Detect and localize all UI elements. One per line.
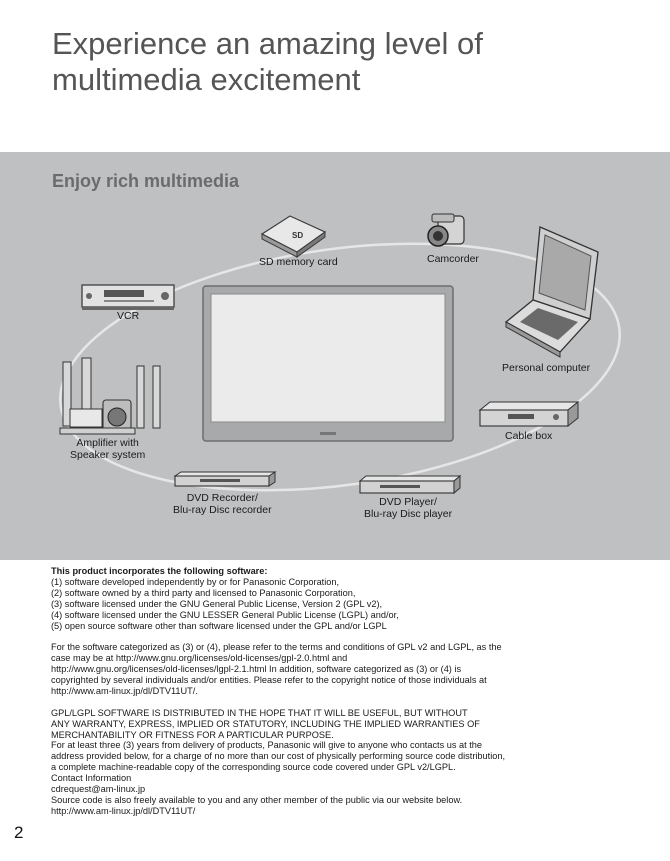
dvd-player-label-line-2: Blu-ray Disc player [364, 508, 453, 520]
dvd-player-label-line-1: DVD Player/ [379, 496, 437, 508]
dvd-player-icon [360, 476, 460, 493]
license-paragraph-line: address provided below, for a charge of no more than our cost of physically performing source code distribution, [51, 751, 506, 762]
page-number: 2 [14, 823, 24, 842]
laptop-icon [506, 227, 598, 357]
license-paragraph-line: case may be at http://www.gnu.org/licenses/old-licenses/gpl-2.0.html and [51, 653, 348, 664]
license-list-item: (2) software owned by a third party and licensed to Panasonic Corporation, [51, 587, 356, 598]
dvd-recorder-label [173, 492, 272, 516]
license-paragraph-line: MERCHANTABILITY OR FITNESS FOR A PARTICULAR PURPOSE. [51, 729, 334, 740]
license-list-item: (3) software licensed under the GNU General Public License, Version 2 (GPL v2), [51, 598, 383, 609]
page-title [52, 26, 483, 98]
license-paragraph-line: Contact Information [51, 773, 132, 784]
vcr-label: VCR [117, 310, 140, 322]
license-paragraph-line: a complete machine-readable copy of the corresponding source code covered under GPL v2/LGPL. [51, 762, 456, 773]
license-list-item: (5) open source software other than software licensed under the GPL and/or LGPL [51, 620, 387, 631]
speaker-system-icon [60, 358, 160, 434]
section-heading: Enjoy rich multimedia [52, 171, 240, 191]
license-paragraph-line: ANY WARRANTY, EXPRESS, IMPLIED OR STATUTORY, INCLUDING THE IMPLIED WARRANTIES OF [51, 718, 480, 729]
dvd-recorder-icon [175, 472, 275, 486]
amplifier-label-line-1: Amplifier with [76, 437, 139, 449]
dvd-recorder-label-line-1: DVD Recorder/ [186, 492, 258, 504]
dvd-recorder-label-line-2: Blu-ray Disc recorder [173, 504, 272, 516]
camcorder-icon [428, 214, 464, 246]
multimedia-diagram [0, 152, 670, 560]
vcr-icon [82, 285, 174, 310]
camcorder-label: Camcorder [427, 253, 479, 265]
source-code-url: http://www.am-linux.jp/dl/DTV11UT/ [51, 805, 196, 816]
license-paragraph-line: Source code is also freely available to you and any other member of the public via our website below. [51, 795, 463, 805]
cable-box-label: Cable box [505, 430, 553, 442]
license-list-item: (1) software developed independently by or for Panasonic Corporation, [51, 576, 340, 587]
tv-icon [203, 286, 453, 441]
license-paragraph-line: http://www.am-linux.jp/dl/DTV11UT/. [51, 685, 198, 696]
sd-card-label: SD memory card [259, 256, 338, 268]
license-paragraph-line: copyrighted by several individuals and/or entities. Please refer to the copyright notice of those individuals at [51, 675, 487, 686]
software-license-notice [51, 566, 611, 817]
license-paragraph-line: http://www.gnu.org/licenses/old-licenses/lgpl-2.1.html In addition, software categorized as (3) or (4) is [51, 664, 462, 675]
title-line-1: Experience an amazing level of [52, 26, 483, 61]
dvd-player-label [364, 496, 452, 520]
svg-text:SD: SD [292, 231, 304, 240]
license-paragraph-line: For the software categorized as (3) or (4), please refer to the terms and conditions of GPL v2 and LGPL, as the [51, 642, 502, 653]
contact-email: cdrequest@am-linux.jp [51, 784, 146, 795]
amplifier-label [70, 437, 145, 461]
personal-computer-label: Personal computer [502, 362, 591, 374]
cable-box-icon [480, 402, 578, 426]
title-line-2: multimedia excitement [52, 62, 361, 97]
license-paragraph-line: For at least three (3) years from delivery of products, Panasonic will give to anyone who contacts us at the [51, 740, 483, 751]
license-paragraph-line: GPL/LGPL SOFTWARE IS DISTRIBUTED IN THE HOPE THAT IT WILL BE USEFUL, BUT WITHOUT [51, 707, 468, 718]
license-heading: This product incorporates the following software: [51, 566, 268, 576]
license-list-item: (4) software licensed under the GNU LESSER General Public License (LGPL) and/or, [51, 609, 399, 620]
amplifier-label-line-2: Speaker system [70, 449, 146, 461]
